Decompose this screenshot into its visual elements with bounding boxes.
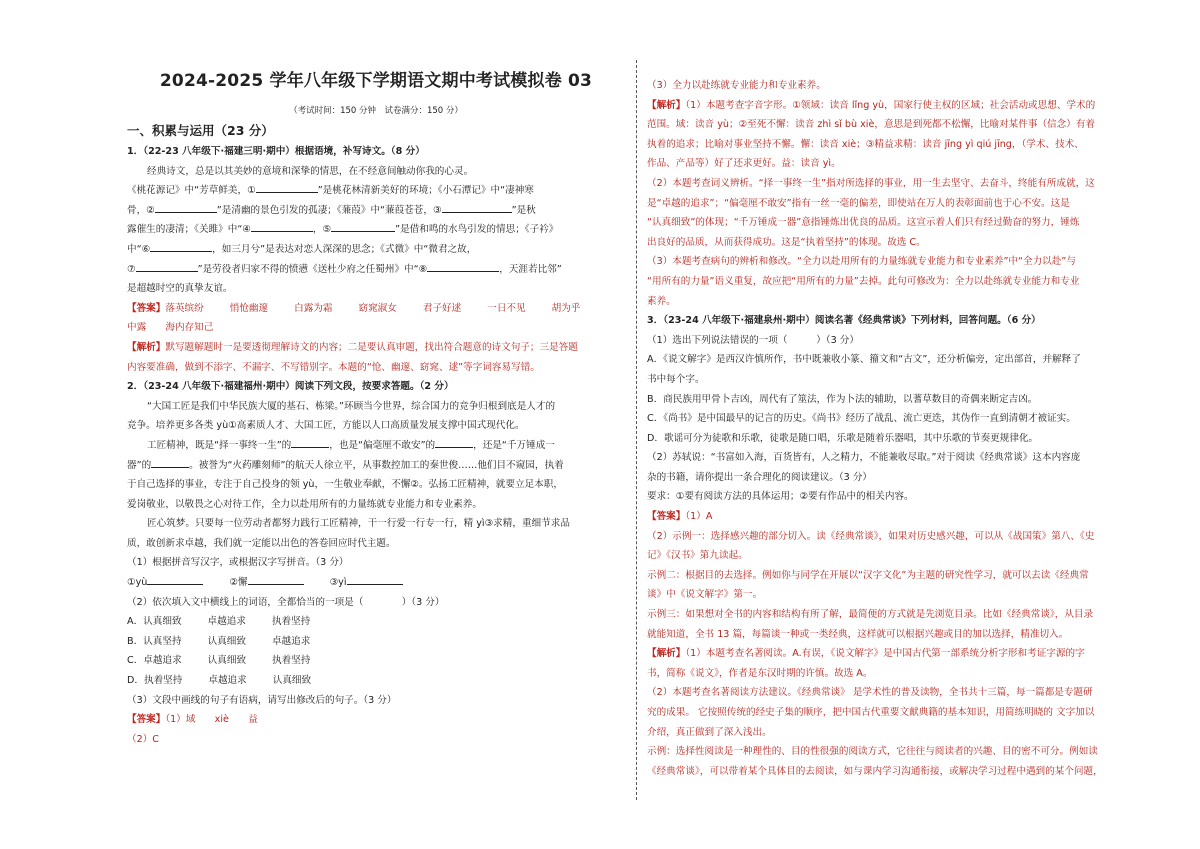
answer-line: 示例二：根据目的去选择。例如你与同学在开展以“汉字文化”为主题的研究性学习，就可以去读《经典常 — [647, 569, 1089, 581]
option-c[interactable]: C．卓越追求 认真细致 执着坚持 — [127, 655, 311, 667]
q2-passage: 匠心筑梦。只要每一位劳动者都努力践行工匠精神，干一行爱一行专一行，精 yì③求精，重细节求品 — [147, 518, 570, 530]
q3-sub1: （1）选出下列说法错误的一项（ ）（3 分） — [647, 334, 859, 346]
right-column — [647, 76, 1144, 781]
explanation-line: “用所有的力量”语义重复，故应把“用所有的力量”去掉。此句可修改为：全力以赴练就专业能力和专业 — [647, 275, 1080, 287]
q2-passage: 于自己选择的事业，专注于自己投身的领 yù，一生敬业奉献，不懈②。弘扬工匠精神，就要立足本职， — [127, 479, 563, 491]
q1-line: 经典诗文，总是以其美妙的意境和深挚的情思，在不经意间触动你我的心灵。 — [147, 165, 474, 177]
q1-line: 露催生的凄清；《关雎》中“④ ，⑤ ”是借和鸣的水鸟引发的情思；《子衿》 — [127, 220, 625, 240]
option-d[interactable]: D．歌谣可分为徒歌和乐歌，徒歌是随口唱，乐歌是随着乐器唱，其中乐歌的节奏更规律化。 — [647, 432, 1039, 444]
blank[interactable] — [251, 221, 313, 232]
q2-sub2: （2）依次填入文中横线上的词语，全都恰当的一项是（ ）（3 分） — [127, 596, 445, 608]
blank[interactable] — [256, 182, 318, 193]
explanation-line: 素养。 — [647, 295, 676, 307]
explanation-line: 是“卓越的追求”；“偏毫厘不敢安”指有一丝一毫的偏差，即使站在万人的表彰面前也于心不安。这是 — [647, 197, 1070, 209]
q1-explanation: 【解析】默写题解题时一是要透彻理解诗文的内容；二是要认真审题，找出符合题意的诗文句子；三是答题 — [127, 341, 578, 353]
q1-line: 是超越时空的真挚友谊。 — [127, 283, 233, 295]
q2-sub3: （3）文段中画线的句子有语病，请写出修改后的句子。（3 分） — [127, 694, 397, 706]
explanation-line: （2）本题考查词义辨析。“择一事终一生”指对所选择的事业，用一生去坚守、去奋斗，终能有所成就，这 — [647, 177, 1095, 189]
answer-line: 记》《汉书》第九读起。 — [647, 550, 748, 562]
explanation-line: 示例：选择性阅读是一种理性的、目的性很强的阅读方式，它往往与阅读者的兴趣、目的密不可分。例如读 — [647, 746, 1098, 758]
explanation-line: 出良好的品质，从而获得成功。这是“执着坚持”的体现。故选 C。 — [647, 236, 926, 248]
q2-passage: 竞争。培养更多各类 yù①高素质人才、大国工匠，方能以人口高质量发展支撑中国式现代化。 — [127, 420, 525, 432]
question-3-stem: 3．（23-24 八年级下·福建泉州·期中）阅读名著《经典常谈》下列材料，回答问题。（6 分） — [647, 315, 1041, 327]
left-column — [127, 120, 625, 749]
option-a[interactable]: A．认真细致 卓越追求 执着坚持 — [127, 616, 311, 628]
section-heading: 一、积累与运用（23 分） — [127, 123, 274, 138]
q2-explanation: 【解析】（1）本题考查字音字形。①领域：读音 lǐng yù，国家行使主权的区域；社会活动或思想、学术的 — [647, 99, 1096, 111]
question-2-stem: 2．（23-24 八年级下·福建福州·期中）阅读下列文段，按要求答题。（2 分） — [127, 381, 454, 393]
blank[interactable] — [147, 574, 203, 585]
answer-line: （2）示例一：选择感兴趣的部分切入。读《经典常谈》，如果对历史感兴趣，可以从《战国策》第八、《史 — [647, 530, 1095, 542]
explanation-line: 介绍，真正做到了深入浅出。 — [647, 726, 772, 738]
option-c[interactable]: C．《尚书》是中国最早的记言的历史。《尚书》经历了战乱、流亡更迭，其伪作一直到清朝才被证实。 — [647, 413, 1076, 425]
option-a[interactable]: A．《说文解字》是西汉许慎所作，书中既兼收小篆、籀文和“古文”，还分析偏旁，定出部首，并解释了 — [647, 354, 1081, 366]
option-a-cont: 书中每个字。 — [647, 373, 705, 385]
q1-answer: 【答案】落英缤纷 悄怆幽邃 白露为霜 窈窕淑女 君子好逑 一日不见 胡为乎 — [127, 302, 581, 314]
q1-line: ⑦ ”是劳役者归家不得的愤懑《送杜少府之任蜀州》中“⑧ ，天涯若比邻” — [127, 260, 625, 280]
blank[interactable] — [435, 437, 473, 448]
column-divider — [636, 60, 637, 800]
q2-answer: 【答案】（1）域 xiè 益 — [127, 714, 258, 726]
q3-sub2: （2）苏轼说：“书富如入海，百货皆有，人之精力，不能兼收尽取。”对于阅读《经典常谈》这本内容庞 — [647, 452, 1081, 464]
blank[interactable] — [347, 574, 403, 585]
answer-line: 谈》中《说文解字》第一。 — [647, 589, 763, 601]
blank[interactable] — [151, 457, 189, 468]
q2-answer-3: （3）全力以赴练就专业能力和专业素养。 — [647, 80, 826, 91]
explanation-line: 究的成果。 它按照传统的经史子集的顺序，把中国古代重要文献典籍的基本知识，用简练明晓的 文字加以 — [647, 707, 1095, 718]
page-title: 2024-2025 学年八年级下学期语文期中考试模拟卷 03 — [159, 71, 593, 91]
q3-requirement: 要求：①要有阅读方法的具体运用；②要有作品中的相关内容。 — [647, 491, 914, 503]
q1-answer-cont: 中露 海内存知己 — [127, 322, 214, 334]
explanation-line: “认真细致”的体现；“千万锤成一器”意指锤炼出优良的品质。这宣示着人们只有经过勤奋的努力，锤炼 — [647, 217, 1080, 229]
explanation-line: 范围。域：读音 yù；②至死不懈：读音 zhì sǐ bù xiè，意思是到死都不松懈，比喻对某件事（信念）有着 — [647, 119, 1096, 131]
option-b[interactable]: B．认真坚持 认真细致 卓越追求 — [127, 635, 311, 647]
blank[interactable] — [427, 261, 499, 272]
blank[interactable] — [331, 221, 395, 232]
q1-line: 骨，② ”是清幽的景色引发的孤凄；《蒹葭》中“蒹葭苍苍，③ ”是秋 — [127, 201, 625, 221]
q2-passage: 爱岗敬业，以敬畏之心对待工作，全力以赴用所有的力量练就专业能力和专业素养。 — [127, 498, 482, 510]
blank[interactable] — [155, 202, 217, 213]
q3-explanation: 【解析】（1）本题考查名著阅读。A.有误，《说文解字》是中国古代第一部系统分析字形和考证字源的字 — [647, 648, 1085, 660]
answer-line: 就能知道，全书 13 篇，每篇谈一种或一类经典，这样就可以根据兴趣或目的加以选择，精准切入。 — [647, 628, 1069, 640]
q2-sub1: （1）根据拼音写汉字，或根据汉字写拼音。（3 分） — [127, 557, 349, 569]
explanation-line: 作品、产品等）好了还求更好。益：读音 yì。 — [647, 158, 841, 170]
exam-info: （考试时间：150 分钟 试卷满分：150 分） — [289, 106, 463, 116]
blank[interactable] — [442, 202, 512, 213]
q1-line: 中“⑥ ，如三月兮”是表达对恋人深深的思念；《式微》中“微君之故， — [127, 240, 625, 260]
explanation-line: （2）本题考查名著阅读方法建议。《经典常谈》 是学术性的普及读物，全书共十三篇，每一篇都是专题研 — [647, 687, 1093, 699]
option-b[interactable]: B．商民族用甲骨卜吉凶，周代有了筮法，作为卜法的辅助，以蓍草数目的奇偶来断定吉凶。 — [647, 393, 1038, 405]
blank[interactable] — [136, 261, 198, 272]
explanation-line: 书，简称《说文》，作者是东汉时期的许慎。故选 A。 — [647, 667, 873, 679]
q2-passage: 质，敢创新求卓越，我们就一定能以出色的答卷回应时代主题。 — [127, 537, 396, 549]
q2-sub1-blanks: ①yù ②懈 ③yì — [127, 573, 625, 593]
q2-answer-cont: （2）C — [127, 733, 159, 745]
q2-passage: 器”的 。被誉为“火药雕刻师”的航天人徐立平，从事数控加工的秦世俊……他们目不窥园，执着 — [127, 456, 625, 476]
blank[interactable] — [150, 241, 212, 252]
option-d[interactable]: D．执着坚持 卓越追求 认真细致 — [127, 675, 312, 687]
q1-explanation-cont: 内容要准确，做到不添字、不漏字、不写错别字。本题的“怆、幽邃、窈窕、逑”等字词容易写错。 — [127, 361, 540, 373]
answer-line: 示例三：如果想对全书的内容和结构有所了解，最简便的方式就是先浏览目录。比如《经典常谈》，从目录 — [647, 609, 1094, 621]
q2-passage: 工匠精神，既是“择一事终一生”的 ，也是“偏毫厘不敢安”的 ，还是“千万锤成一 — [127, 436, 625, 456]
q1-line: 《桃花源记》中“芳草鲜美，① ”是桃花林清新美好的环境；《小石潭记》中“凄神寒 — [127, 181, 625, 201]
question-1-stem: 1．（22-23 八年级下·福建三明·期中）根据语境，补写诗文。（8 分） — [127, 146, 425, 157]
explanation-line: 《经典常谈》，可以带着某个具体目的去阅读，如与课内学习沟通衔接，或解决学习过程中遇到的某个问题， — [647, 765, 1103, 777]
q2-passage: “大国工匠是我们中华民族大厦的基石、栋梁。”环顾当今世界，综合国力的竞争归根到底是人才的 — [147, 400, 556, 412]
blank[interactable] — [291, 437, 329, 448]
explanation-line: （3）本题考查病句的辨析和修改。“全力以赴用所有的力量练就专业能力和专业素养”中“全力以赴”与 — [647, 256, 1076, 268]
blank[interactable] — [248, 574, 304, 585]
explanation-line: 执着的追求；比喻对事业坚持不懈。懈：读音 xiè；③精益求精：读音 jīng yì qiú jīng，（学术、技术、 — [647, 138, 1084, 150]
q3-sub2-cont: 杂的书籍，请你提出一条合理化的阅读建议。（3 分） — [647, 471, 873, 483]
q3-answer: 【答案】（1）A — [647, 511, 713, 523]
